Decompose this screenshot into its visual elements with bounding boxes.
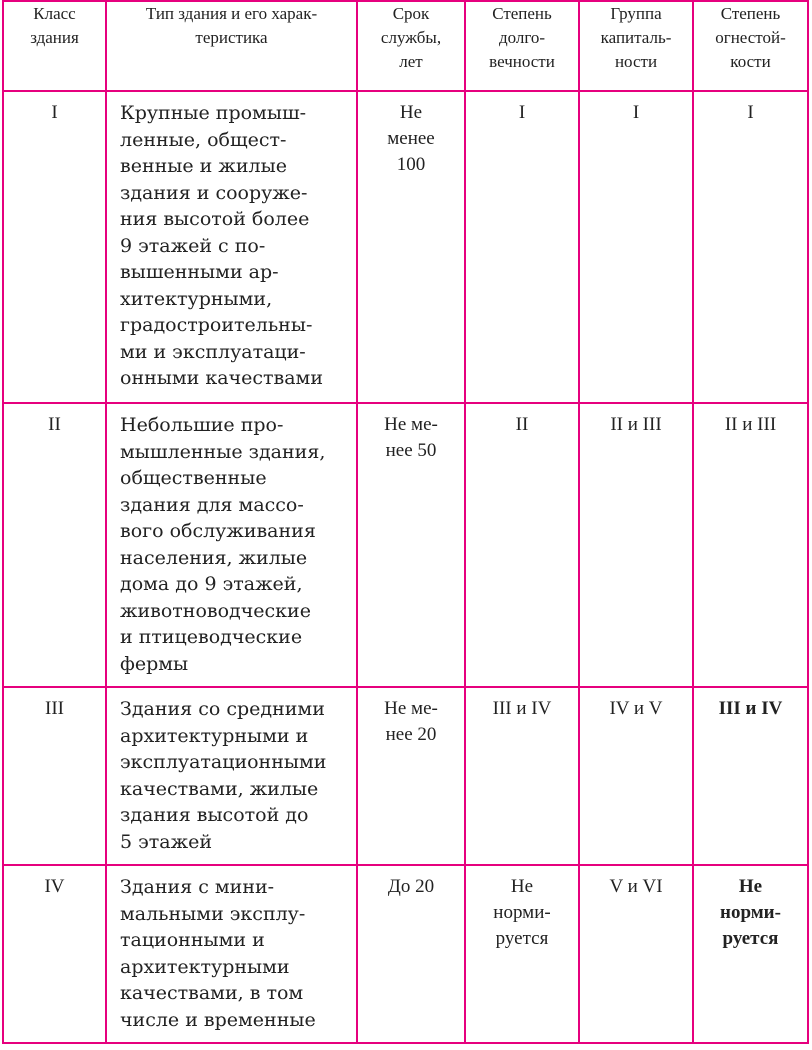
cell-class: I xyxy=(3,91,106,403)
table-body xyxy=(3,91,808,1043)
cell-durability: I xyxy=(465,91,579,403)
table-wrapper xyxy=(2,0,809,1044)
table-row xyxy=(3,687,808,865)
table-row xyxy=(3,403,808,687)
cell-service-life: Не менее 100 xyxy=(357,91,465,403)
cell-durability: III и IV xyxy=(465,687,579,865)
cell-durability: Не норми- руется xyxy=(465,865,579,1043)
header-durability: Степень долго- вечности xyxy=(465,1,579,91)
cell-fire-resistance: Не норми- руется xyxy=(693,865,808,1043)
table-row xyxy=(3,91,808,403)
cell-capital-group: I xyxy=(579,91,693,403)
header-capital-group: Группа капиталь- ности xyxy=(579,1,693,91)
header-fire-resistance: Степень огнестой- кости xyxy=(693,1,808,91)
header-row xyxy=(3,1,808,91)
cell-class: II xyxy=(3,403,106,687)
cell-service-life: Не ме- нее 50 xyxy=(357,403,465,687)
cell-class: III xyxy=(3,687,106,865)
cell-type: Здания с мини- мальными эксплу- тационными и архитектурными качествами, в том числе и временные xyxy=(106,865,357,1043)
header-class: Класс здания xyxy=(3,1,106,91)
cell-type: Здания со средними архитектурными и эксплуатационными качествами, жилые здания высотой до 5 этажей xyxy=(106,687,357,865)
cell-type: Крупные промыш- ленные, общест- венные и жилые здания и сооруже- ния высотой более 9 этажей с по- вышенными ар- хитектурными, градостроительны- ми и эксплуатаци- онными качествами xyxy=(106,91,357,403)
cell-capital-group: V и VI xyxy=(579,865,693,1043)
header-type: Тип здания и его харак- теристика xyxy=(106,1,357,91)
cell-fire-resistance: III и IV xyxy=(693,687,808,865)
building-classification-table xyxy=(2,0,809,1044)
cell-fire-resistance: II и III xyxy=(693,403,808,687)
cell-capital-group: IV и V xyxy=(579,687,693,865)
cell-fire-resistance: I xyxy=(693,91,808,403)
table-header xyxy=(3,1,808,91)
cell-service-life: Не ме- нее 20 xyxy=(357,687,465,865)
cell-class: IV xyxy=(3,865,106,1043)
cell-type: Небольшие про- мышленные здания, общественные здания для массо- вого обслуживания населения, жилые дома до 9 этажей, животноводческие и птицеводческие фермы xyxy=(106,403,357,687)
cell-service-life: До 20 xyxy=(357,865,465,1043)
cell-durability: II xyxy=(465,403,579,687)
cell-capital-group: II и III xyxy=(579,403,693,687)
header-service-life: Срок службы, лет xyxy=(357,1,465,91)
table-row xyxy=(3,865,808,1043)
